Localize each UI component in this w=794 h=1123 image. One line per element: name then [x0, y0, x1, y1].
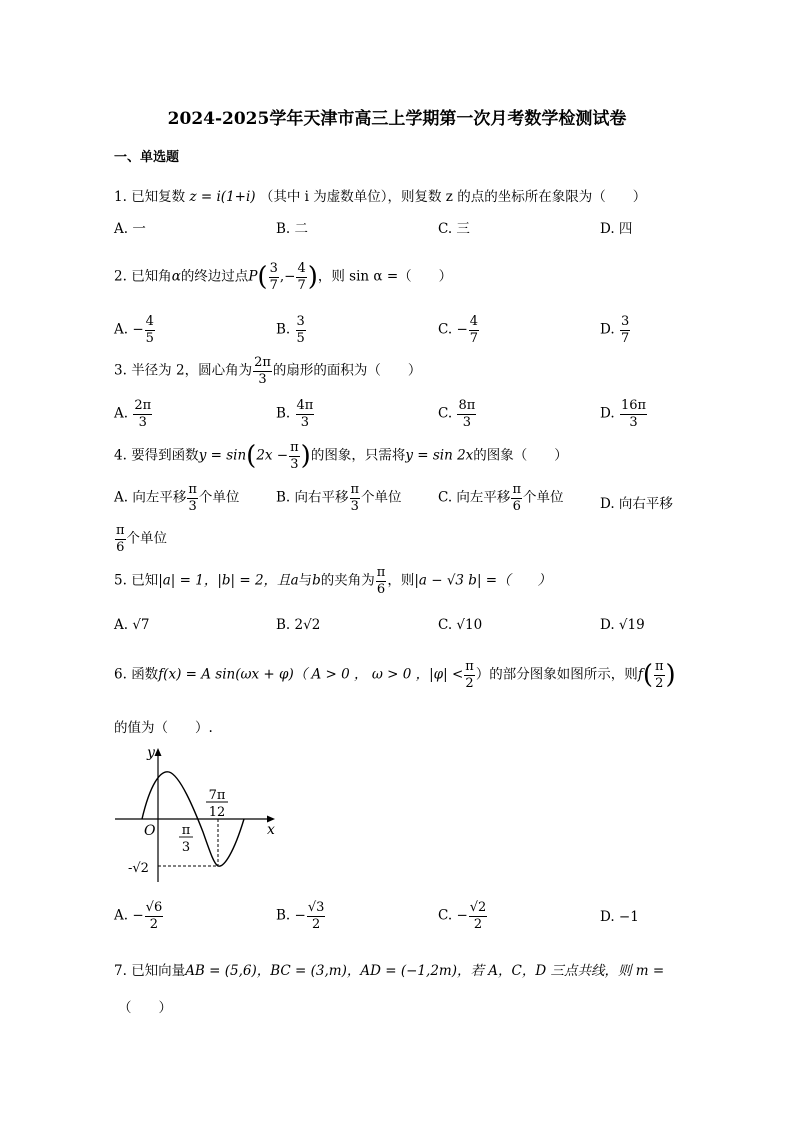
option-c: C. $\frac{8\pi}{3}$: [438, 398, 476, 430]
option-d: D. −1: [600, 909, 639, 925]
option-d: D. $\frac{16\pi}{3}$: [600, 398, 647, 430]
question-number: 3.: [114, 362, 127, 379]
question-text: 已知角: [131, 268, 172, 285]
option-b: B. − $\frac{√3}{2}$: [276, 900, 325, 932]
fraction: $\frac{\pi}{3}$: [290, 440, 299, 472]
question-number: 1.: [114, 189, 127, 205]
page-title: 2024-2025学年天津市高三上学期第一次月考数学检测试卷: [167, 109, 627, 129]
question-number: 4.: [114, 447, 127, 464]
question-text: ，则 sin α =（ ）: [317, 268, 453, 285]
option-c: C. − $\frac{4}{7}$: [438, 314, 479, 346]
tick-pi-3-num: π: [181, 823, 191, 838]
fraction: $\frac{3}{7}$: [269, 261, 278, 293]
tick-7pi-12-num: 7π: [208, 788, 226, 803]
question-text: 要得到函数: [131, 447, 199, 464]
fraction: $\frac{\pi}{2}$: [654, 659, 664, 691]
origin-label: O: [144, 823, 156, 839]
fraction: $\frac{\pi}{2}$: [465, 659, 474, 691]
fraction: $\frac{4}{7}$: [297, 261, 306, 293]
option-c: C. − $\frac{√2}{2}$: [438, 900, 487, 932]
math-symbol: α: [171, 268, 181, 285]
question-7: 7. 已知向量AB = (5,6)，BC = (3,m)，AD = (−1,2m)，若 A，C，D 三点共线，则 m =: [114, 963, 665, 979]
question-number: 2.: [114, 268, 127, 285]
x-axis-label: x: [267, 822, 275, 838]
option-c: C. 三: [438, 221, 470, 237]
question-text: 已知复数: [131, 189, 186, 205]
fraction: $\frac{\pi}{6}$: [376, 565, 386, 597]
question-6-line-2: 的值为（ ）.: [114, 720, 213, 736]
question-1: [114, 185, 646, 205]
option-c: C. √10: [438, 617, 483, 633]
tick-pi-3-den: 3: [181, 840, 191, 855]
math-symbol: P: [248, 268, 258, 285]
option-a: A. 向左平移 $\frac{\pi}{3}$ 个单位: [114, 482, 240, 514]
question-number: 6.: [114, 666, 127, 683]
option-b: B. 二: [276, 221, 309, 237]
option-d: D. $\frac{3}{7}$: [600, 314, 630, 346]
question-text: 的扇形的面积为（ ）: [272, 362, 422, 379]
option-a: A. √7: [114, 617, 150, 633]
question-text: 半径为 2，圆心角为: [131, 362, 253, 379]
option-c: C. 向左平移 $\frac{\pi}{6}$ 个单位: [438, 482, 564, 514]
min-value-label: -√2: [128, 861, 149, 876]
question-6: 6. 函数f(x) = A sin(ωx + φ)（ A > 0 ， ω > 0 ，|φ| < $\frac{\pi}{2}$ ）的部分图象如图所示，则f( $\frac{\pi}{2}$ ): [114, 659, 676, 691]
section-heading: 一、单选题: [114, 150, 180, 165]
question-number: 7.: [114, 963, 127, 979]
fraction: $\frac{2\pi}{3}$: [254, 355, 271, 387]
option-b: B. $\frac{3}{5}$: [276, 314, 305, 346]
option-a: A. 一: [114, 221, 146, 237]
question-2: 2. 已知角α的终边过点P( $\frac{3}{7}$ ,− $\frac{4}{7}$ )，则 sin α =（ ）: [114, 261, 453, 293]
question-number: 5.: [114, 572, 127, 589]
option-d: D. 向右平移: [600, 496, 673, 512]
question-7-line-2: （ ）: [118, 1000, 172, 1016]
option-d-continued: $\frac{\pi}{6}$ 个单位: [116, 523, 168, 555]
option-d: D. √19: [600, 617, 645, 633]
question-text: 的终边过点: [180, 268, 249, 285]
option-d: D. 四: [600, 221, 633, 237]
option-b: B. 2√2: [276, 617, 321, 633]
question-5: 5. 已知|a| = 1，|b| = 2，且a与b的夹角为 $\frac{\pi}{6}$ ，则|a − √3 b| =（ ）: [114, 565, 552, 597]
option-b: B. $\frac{4\pi}{3}$: [276, 398, 314, 430]
option-b: B. 向右平移 $\frac{\pi}{3}$ 个单位: [276, 482, 402, 514]
question-text: （其中 i 为虚数单位），则复数 z 的点的坐标所在象限为（ ）: [259, 189, 647, 205]
question-4: 4. 要得到函数y = sin(2x − $\frac{\pi}{3}$ )的图象，只需将y = sin 2x的图象（ ）: [114, 440, 568, 472]
math-expression: z = i(1+i): [189, 189, 256, 205]
y-axis-label: y: [147, 745, 155, 761]
y-axis-arrow: [155, 748, 162, 756]
option-a: A. − $\frac{√6}{2}$: [114, 900, 163, 932]
question-3: [114, 356, 421, 386]
sine-graph-figure: [110, 740, 290, 890]
tick-7pi-12-den: 12: [208, 805, 226, 820]
option-a: A. − $\frac{4}{5}$: [114, 314, 154, 346]
option-a: A. $\frac{2\pi}{3}$: [114, 398, 152, 430]
